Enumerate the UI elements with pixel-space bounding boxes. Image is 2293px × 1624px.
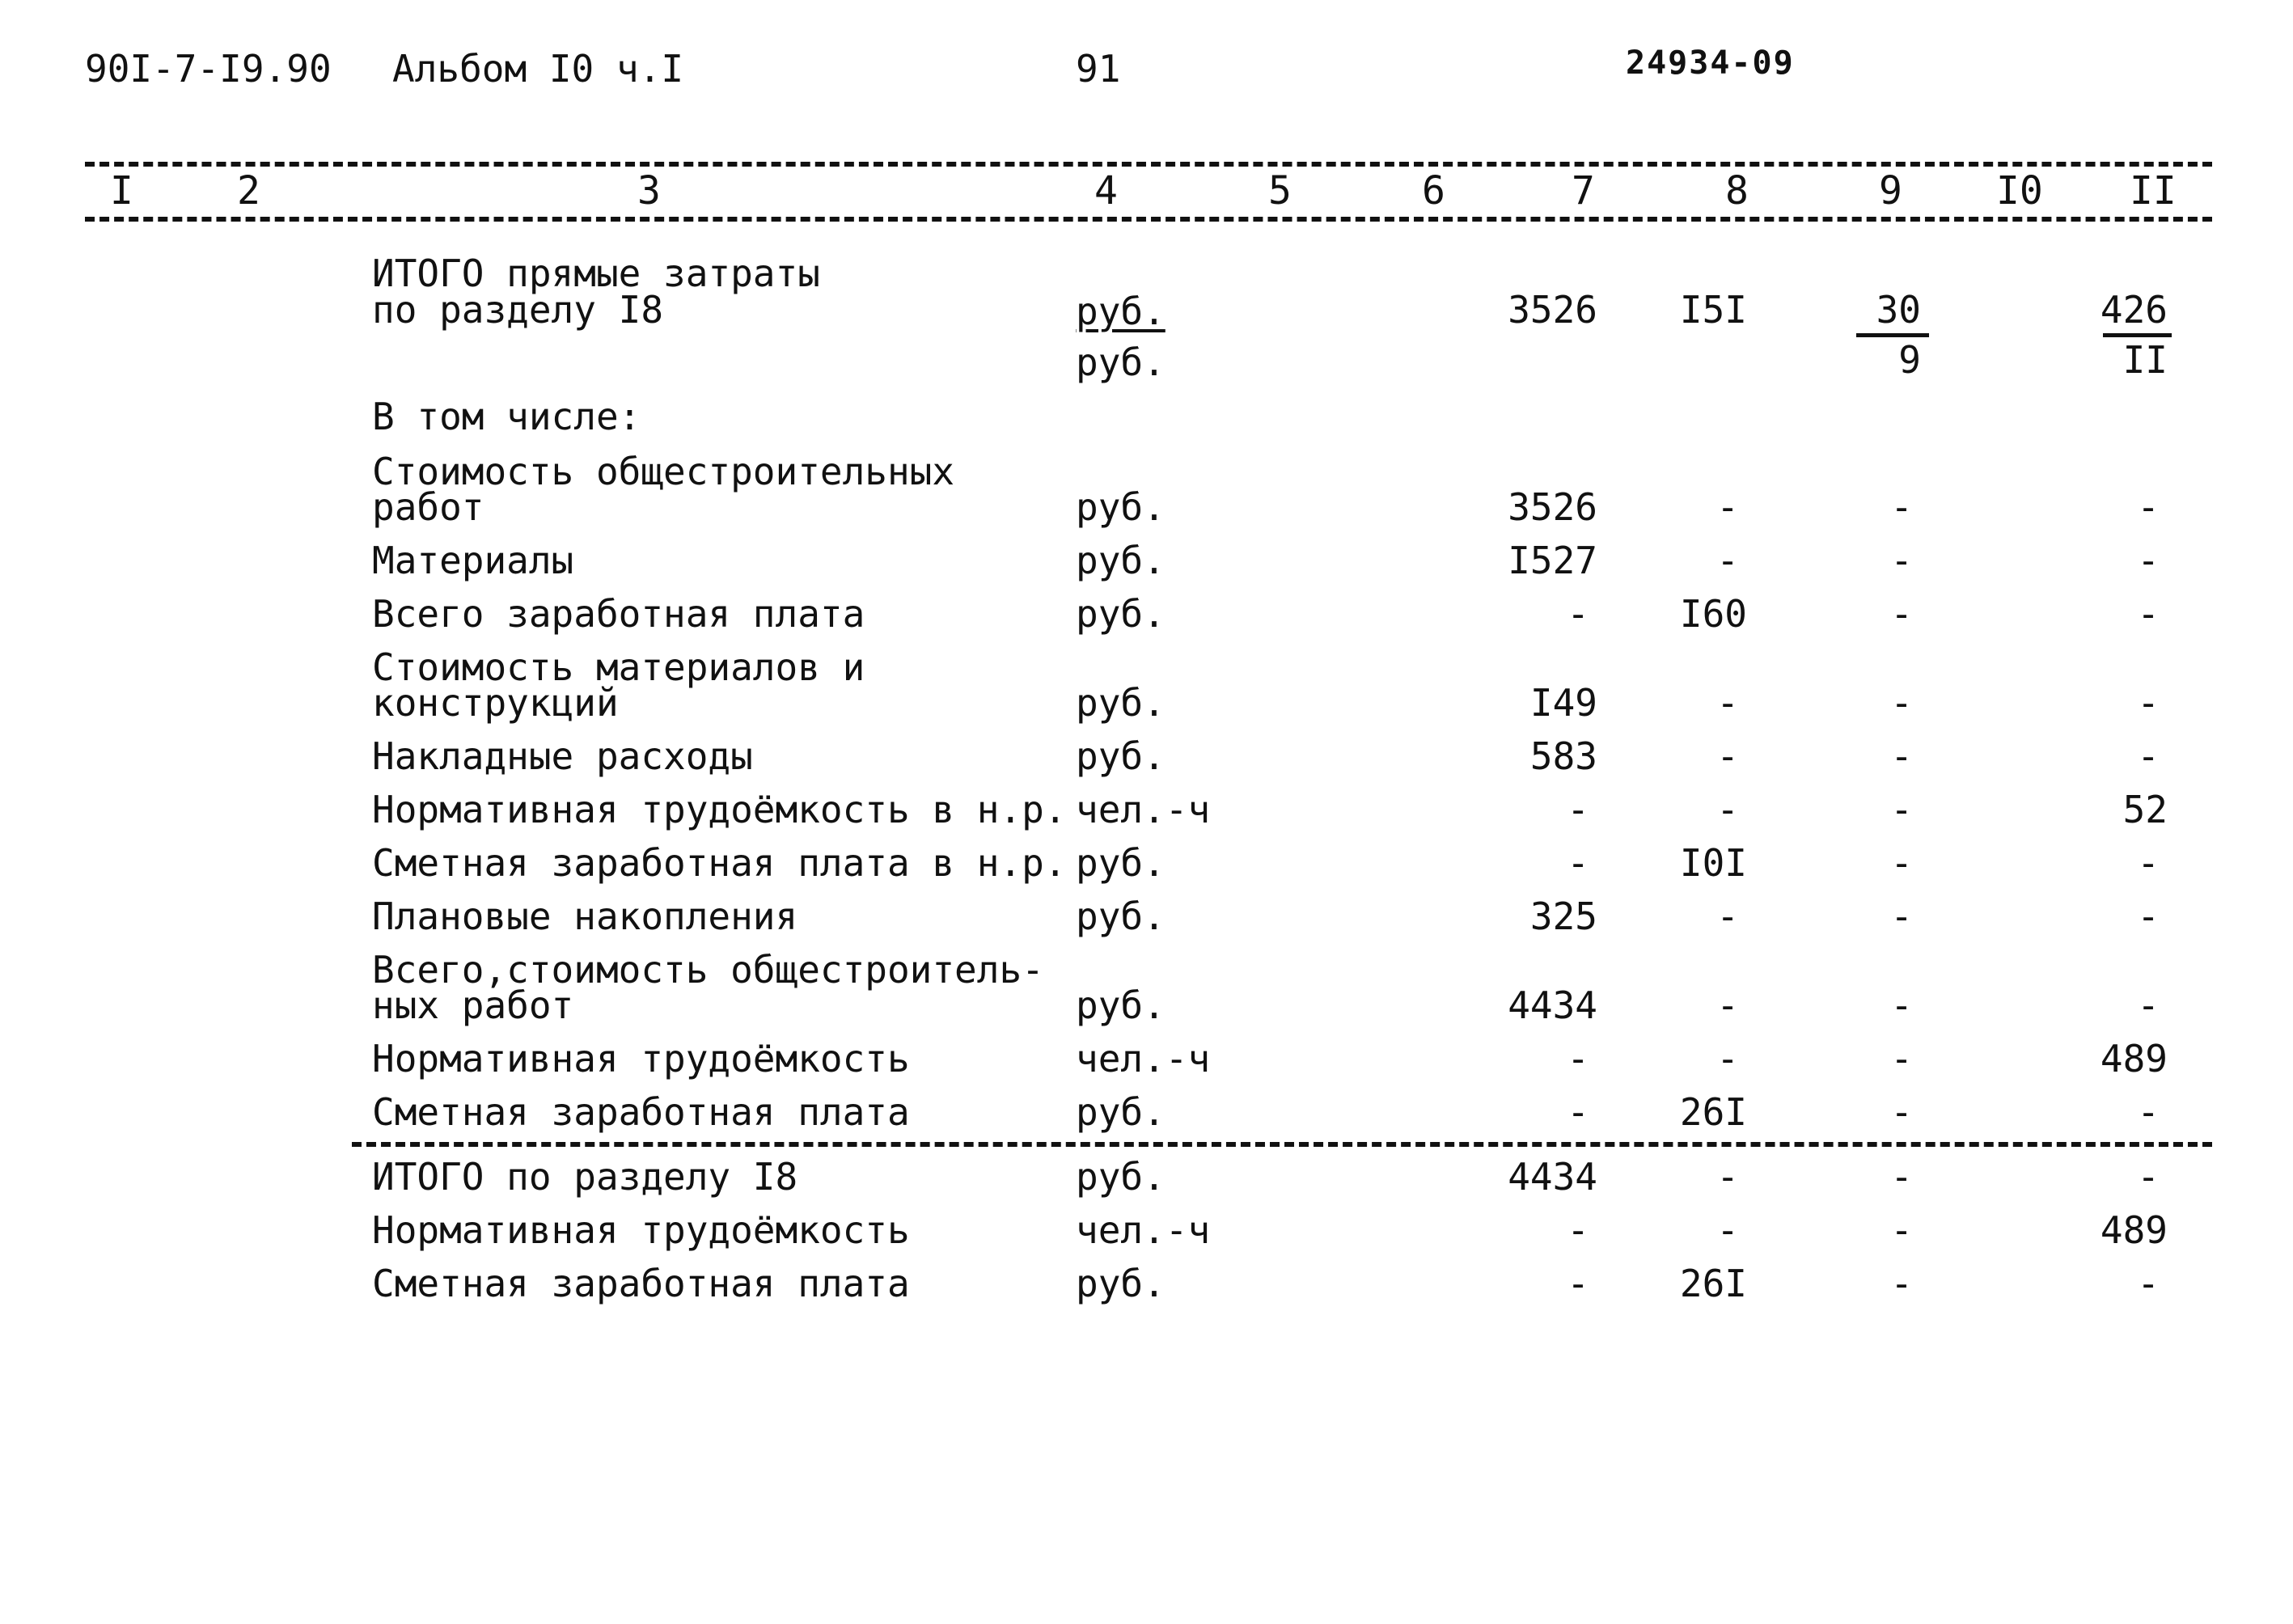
cell-col-c8: - — [1716, 983, 1739, 1027]
row-label: Материалы — [372, 539, 574, 582]
row-label: Всего,стоимость общестроитель- — [372, 948, 1044, 992]
row-unit: руб. — [1076, 1090, 1166, 1134]
registration-stamp: 24934-09 — [1626, 44, 1795, 82]
cell-col-c9: - — [1890, 983, 1913, 1027]
row-label: Сметная заработная плата — [372, 1090, 910, 1134]
column-header-bottom-rule — [85, 217, 2212, 222]
column-number: 8 — [1725, 168, 1749, 214]
cell-col-c8: I60 — [1679, 592, 1747, 636]
row-unit: чел.-ч — [1076, 1208, 1211, 1252]
row-label: Плановые накопления — [372, 894, 798, 938]
row-label: ИТОГО по разделу I8 — [372, 1155, 798, 1199]
cell-col-c7: - — [1567, 592, 1589, 636]
cell-col-c8: - — [1716, 539, 1739, 582]
cell-col-c9: 30 — [1876, 288, 1921, 332]
cell-col-c9: - — [1890, 1208, 1913, 1252]
row-label: Всего заработная плата — [372, 592, 865, 636]
cell-col-c11: - — [2137, 681, 2160, 725]
cell-col-c11: 426 — [2100, 288, 2168, 332]
column-number: 5 — [1268, 168, 1292, 214]
row-unit: руб. — [1076, 841, 1166, 885]
fraction-line — [1856, 333, 1929, 337]
cell-col-c8: I0I — [1679, 841, 1747, 885]
cell-col-c9: - — [1890, 1037, 1913, 1081]
cell-col-c9: - — [1890, 539, 1913, 582]
cell-col-c8: - — [1716, 734, 1739, 778]
cell-col-c9: - — [1890, 788, 1913, 831]
row-unit: руб. — [1076, 1262, 1166, 1305]
cell-col-c11: 489 — [2100, 1037, 2168, 1081]
cell-col-c11: 52 — [2122, 788, 2168, 831]
cell-col-c7: 3526 — [1508, 485, 1597, 529]
cell-col-c9: - — [1890, 1262, 1913, 1305]
cell-col-c8: - — [1716, 485, 1739, 529]
cell-col-c8: I5I — [1679, 288, 1747, 332]
cell-col-c7: - — [1567, 1208, 1589, 1252]
cell-col-c7: 583 — [1529, 734, 1597, 778]
cell-col-c11: - — [2137, 539, 2160, 582]
row-label: Стоимость материалов и — [372, 645, 865, 689]
cell-col-c11: - — [2137, 592, 2160, 636]
row-label: Стоимость общестроительных — [372, 450, 955, 493]
cell-col-c11: - — [2137, 983, 2160, 1027]
row-label-cont: работ — [372, 485, 484, 529]
cell-col-c8: - — [1716, 894, 1739, 938]
cell-col-c9: - — [1890, 1155, 1913, 1199]
cell-col-c11: - — [2137, 1090, 2160, 1134]
page-number: 91 — [1076, 47, 1121, 91]
column-number: 3 — [637, 168, 661, 214]
column-number: I0 — [1996, 168, 2043, 214]
cell-col-c11: - — [2137, 894, 2160, 938]
cell-col-c7: - — [1567, 1090, 1589, 1134]
cell-col-c8: - — [1716, 1037, 1739, 1081]
row-unit: руб. — [1076, 983, 1166, 1027]
row-label: Накладные расходы — [372, 734, 753, 778]
cell-col-c7: I49 — [1529, 681, 1597, 725]
cell-col-c7: 325 — [1529, 894, 1597, 938]
fraction-line — [2103, 333, 2172, 337]
column-number: 7 — [1572, 168, 1595, 214]
cell-col-c9: - — [1890, 1090, 1913, 1134]
cell-col-c11: - — [2137, 734, 2160, 778]
cell-col-c11: - — [2137, 841, 2160, 885]
cell-col-c8: 26I — [1679, 1262, 1747, 1305]
totals-separator — [352, 1142, 2212, 1147]
row-unit: чел.-ч — [1076, 1037, 1211, 1081]
row-label: Сметная заработная плата — [372, 1262, 910, 1305]
cell-col-c8: - — [1716, 1155, 1739, 1199]
cell-col-c9: - — [1890, 894, 1913, 938]
column-number: 9 — [1879, 168, 1902, 214]
intro-unit-bottom: руб. — [1076, 340, 1166, 384]
cell-col-c7: 4434 — [1508, 1155, 1597, 1199]
cell-col-c7: - — [1567, 1262, 1589, 1305]
row-unit: руб. — [1076, 734, 1166, 778]
row-unit: руб. — [1076, 539, 1166, 582]
column-header-top-rule — [85, 162, 2212, 167]
row-label: Нормативная трудоёмкость — [372, 1208, 910, 1252]
cell-col-c9: 9 — [1898, 338, 1921, 382]
subheading-in-that-number: В том числе: — [372, 395, 641, 438]
column-number: 6 — [1422, 168, 1445, 214]
cell-col-c11: II — [2122, 338, 2168, 382]
document-code: 90I-7-I9.90 — [85, 47, 332, 91]
row-unit: руб. — [1076, 894, 1166, 938]
cell-col-c9: - — [1890, 681, 1913, 725]
cell-col-c11: - — [2137, 1262, 2160, 1305]
row-unit: руб. — [1076, 485, 1166, 529]
cell-col-c8: - — [1716, 788, 1739, 831]
intro-label-line1: ИТОГО прямые затраты — [372, 252, 820, 295]
cell-col-c11: - — [2137, 485, 2160, 529]
row-unit: чел.-ч — [1076, 788, 1211, 831]
cell-col-c7: 3526 — [1508, 288, 1597, 332]
cell-col-c7: - — [1567, 788, 1589, 831]
row-unit: руб. — [1076, 681, 1166, 725]
cell-col-c7: 4434 — [1508, 983, 1597, 1027]
cell-col-c11: - — [2137, 1155, 2160, 1199]
album-label: Альбом I0 ч.I — [392, 47, 684, 91]
cell-col-c7: - — [1567, 841, 1589, 885]
row-label: Сметная заработная плата в н.р. — [372, 841, 1067, 885]
intro-label-line2: по разделу I8 — [372, 288, 664, 332]
column-number: I — [110, 168, 133, 214]
cell-col-c8: - — [1716, 681, 1739, 725]
column-number: 4 — [1094, 168, 1118, 214]
cell-col-c7: I527 — [1508, 539, 1597, 582]
intro-unit-top: руб. — [1076, 290, 1166, 333]
cell-col-c8: 26I — [1679, 1090, 1747, 1134]
row-label-cont: ных работ — [372, 983, 574, 1027]
row-label: Нормативная трудоёмкость — [372, 1037, 910, 1081]
column-number: II — [2130, 168, 2177, 214]
cell-col-c9: - — [1890, 592, 1913, 636]
row-label-cont: конструкций — [372, 681, 619, 725]
cell-col-c7: - — [1567, 1037, 1589, 1081]
cell-col-c9: - — [1890, 841, 1913, 885]
cell-col-c9: - — [1890, 734, 1913, 778]
cell-col-c9: - — [1890, 485, 1913, 529]
column-number: 2 — [237, 168, 260, 214]
row-label: Нормативная трудоёмкость в н.р. — [372, 788, 1067, 831]
row-unit: руб. — [1076, 592, 1166, 636]
cell-col-c8: - — [1716, 1208, 1739, 1252]
cell-col-c11: 489 — [2100, 1208, 2168, 1252]
row-unit: руб. — [1076, 1155, 1166, 1199]
